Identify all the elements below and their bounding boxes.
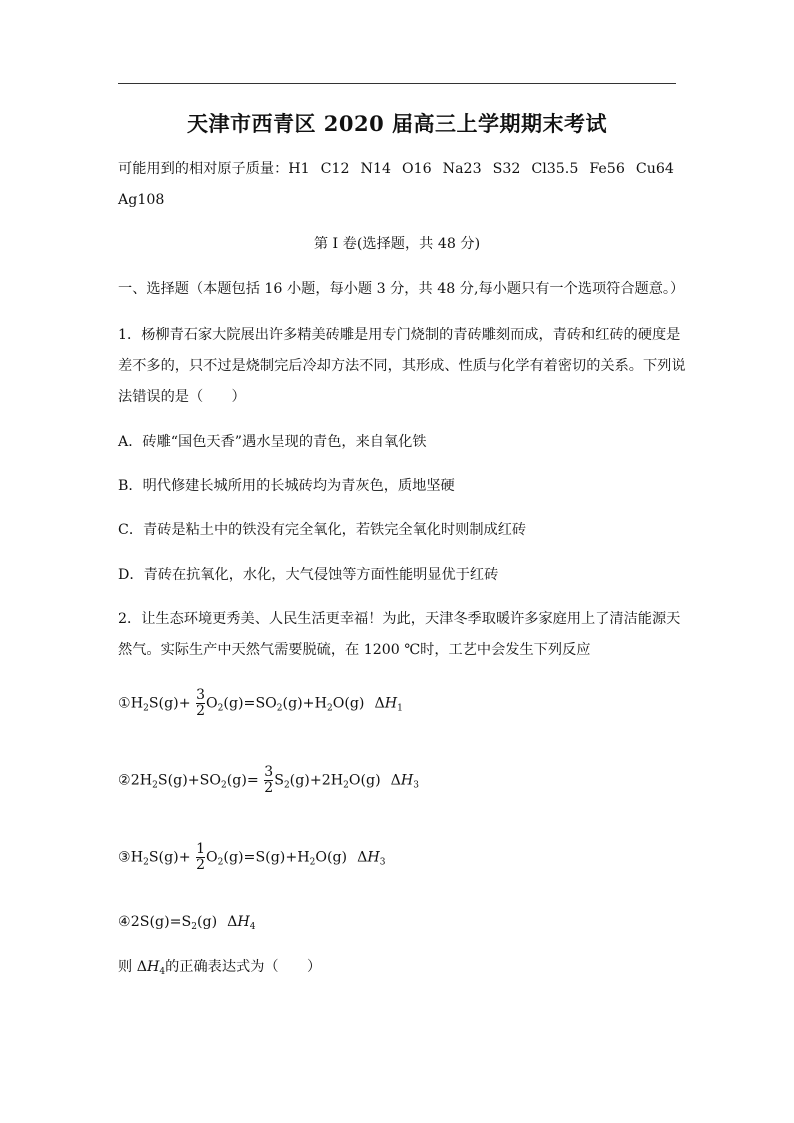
- header-rule: [118, 83, 676, 84]
- q1-stem-line3: 法错误的是（ ）: [118, 389, 246, 405]
- part-heading: 一、选择题（本题包括 16 小题，每小题 3 分，共 48 分,每小题只有一个选项符合题意。）: [118, 281, 685, 297]
- atomic-mass-item: Cl35.5: [531, 161, 579, 177]
- q1-stem-line2: 差不多的，只不过是烧制完后冷却方法不同，其形成、性质与化学有着密切的关系。下列说: [118, 358, 686, 374]
- q2-stem-line2: 然气。实际生产中天然气需要脱硫，在 1200 ℃时，工艺中会发生下列反应: [118, 642, 591, 658]
- equation-1: $①H_2S(g)+$ $\frac{3}{2}$ $O_2(g)=SO_2(g)+H_2O(g)$ $\Delta H_1$: [118, 687, 403, 719]
- atomic-mass-item: S32: [492, 161, 521, 177]
- fraction-three-halves: $\frac{3}{2}$: [264, 764, 274, 796]
- q2-ask-line: 则 $\Delta H_4$的正确表达式为（ ）: [118, 959, 322, 977]
- fraction-three-halves: $\frac{3}{2}$: [196, 687, 206, 719]
- equation-3: $③H_2S(g)+$ $\frac{1}{2}$ $O_2(g)=S(g)+H_2O(g)$ $\Delta H_3$: [118, 841, 386, 873]
- atomic-mass-item: 可能用到的相对原子质量：H1: [118, 161, 310, 177]
- atomic-mass-item: C12: [320, 161, 350, 177]
- atomic-mass-item: O16: [402, 161, 432, 177]
- equation-4: $④2S(g)=S_2(g)$ $\Delta H_4$: [118, 914, 256, 932]
- atomic-masses-line1: [118, 161, 674, 177]
- section-title: 第 I 卷(选择题，共 48 分): [313, 236, 481, 252]
- fraction-one-half: $\frac{1}{2}$: [196, 841, 206, 873]
- q1-option-d: D．青砖在抗氧化，水化，大气侵蚀等方面性能明显优于红砖: [118, 567, 499, 583]
- q1-option-c: C．青砖是粘土中的铁没有完全氧化，若铁完全氧化时则制成红砖: [118, 522, 527, 538]
- q1-option-b: B．明代修建长城所用的长城砖均为青灰色，质地坚硬: [118, 478, 455, 494]
- q1-option-a: A．砖雕“国色天香”遇水呈现的青色，来自氧化铁: [118, 434, 427, 450]
- atomic-mass-item: Cu64: [635, 161, 674, 177]
- atomic-masses-line2: Ag108: [118, 192, 165, 208]
- atomic-mass-item: N14: [360, 161, 392, 177]
- atomic-mass-item: Na23: [442, 161, 482, 177]
- atomic-mass-item: Fe56: [589, 161, 625, 177]
- equation-2: $②2H_2S(g)+SO_2(g)=$ $\frac{3}{2}$ $S_2(g)+2H_2O(g)$ $\Delta H_3$: [118, 764, 420, 796]
- q1-stem-line1: 1．杨柳青石家大院展出许多精美砖雕是用专门烧制的青砖雕刻而成，青砖和红砖的硬度是: [118, 327, 681, 343]
- q2-stem-line1: 2．让生态环境更秀美、人民生活更幸福！为此，天津冬季取暖许多家庭用上了清洁能源天: [118, 611, 681, 627]
- document-title: 天津市西青区 2020 届高三上学期期末考试: [186, 111, 608, 136]
